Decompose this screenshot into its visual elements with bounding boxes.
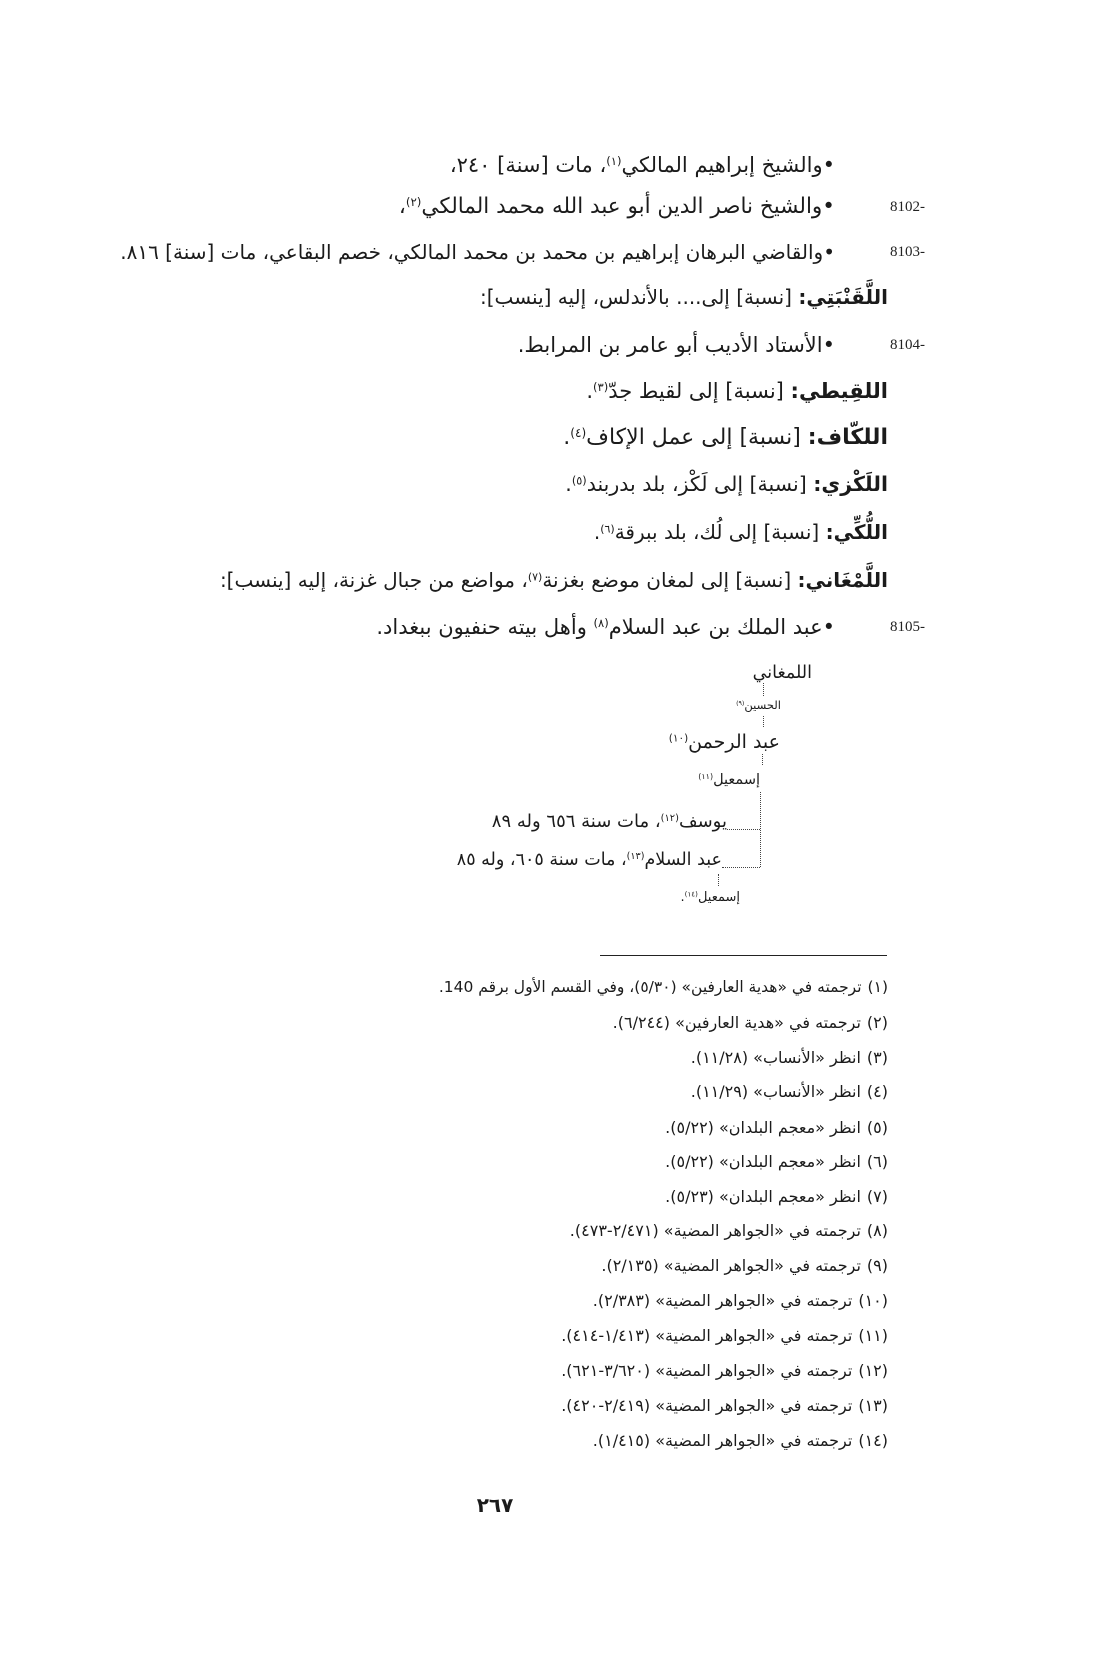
tree-node-name: يوسف bbox=[678, 811, 727, 832]
nisba-term: اللَّقَنْبَتِي: bbox=[798, 285, 888, 309]
footnote-ref: (١) bbox=[606, 154, 622, 169]
nisba-term: اللُّكِّي: bbox=[825, 520, 888, 544]
footnote bbox=[561, 1360, 888, 1382]
footnote-text: ترجمته في «الجواهر المضية» (٢/٣٨٣). bbox=[592, 1291, 853, 1310]
footnote-text: انظر «معجم البلدان» (٥/٢٢). bbox=[665, 1152, 861, 1171]
entry-number: 8105- bbox=[890, 619, 925, 635]
nisba-tail: ، مواضع من جبال غزنة، إليه [ينسب]: bbox=[219, 568, 528, 592]
footnote bbox=[613, 1012, 888, 1034]
nisba-text: [نسبة] إلى.... بالأندلس، إليه [ينسب]: bbox=[480, 285, 799, 309]
footnote bbox=[561, 1325, 888, 1347]
tree-connector bbox=[727, 829, 760, 830]
entry-text: •الأستاد الأديب أبو عامر بن المرابط. bbox=[517, 333, 835, 357]
footnote-number: (٥) bbox=[866, 1118, 888, 1137]
footnote bbox=[691, 1081, 888, 1103]
tree-node-root bbox=[753, 660, 812, 686]
footnote-number: (١) bbox=[867, 978, 888, 996]
entry-line bbox=[120, 235, 835, 269]
entry-line bbox=[518, 328, 835, 362]
tree-node-name: عبد السلام bbox=[644, 850, 722, 870]
nisba-text: [نسبة] إلى لقيط جدّ bbox=[608, 379, 791, 403]
footnote-number: (٣) bbox=[866, 1048, 888, 1067]
footnote-ref: (٧) bbox=[527, 570, 543, 584]
tree-node-name: إسمعيل bbox=[697, 890, 740, 905]
footnote-text: انظر «معجم البلدان» (٥/٢٣). bbox=[665, 1187, 861, 1206]
nisba-heading bbox=[586, 374, 888, 408]
footnote bbox=[665, 1117, 888, 1139]
nisba-tail: . bbox=[586, 379, 594, 403]
footnote-number: (١٤) bbox=[858, 1431, 888, 1450]
entry-text: •والشيخ ناصر الدين أبو عبد الله محمد المالكي bbox=[421, 194, 835, 219]
nisba-heading bbox=[220, 563, 888, 597]
entry-line bbox=[450, 148, 835, 182]
entry-text: •والقاضي البرهان إبراهيم بن محمد بن محمد المالكي، خصم البقاعي، مات [سنة] ٨١٦. bbox=[120, 240, 835, 264]
nisba-term: اللَكْزي: bbox=[813, 472, 888, 496]
footnote-text: ترجمته في «الجواهر المضية» (٢/١٣٥). bbox=[601, 1256, 861, 1275]
entry-line bbox=[399, 190, 835, 224]
tree-node bbox=[698, 767, 760, 793]
footnote-text: ترجمته في «الجواهر المضية» (٣/٦٢٠-٦٢١). bbox=[561, 1361, 853, 1380]
footnote-number: (١٠) bbox=[858, 1291, 888, 1310]
footnote-ref: (٣) bbox=[593, 380, 609, 395]
entry-tail: ، مات [سنة] ٢٤٠، bbox=[449, 153, 607, 177]
footnote-text: ترجمته في «الجواهر المضية» (١/٤١٣-٤١٤). bbox=[561, 1326, 853, 1345]
nisba-heading bbox=[480, 280, 888, 314]
nisba-term: اللَّمْغَاني: bbox=[797, 568, 888, 592]
tree-node bbox=[492, 809, 727, 835]
tree-node bbox=[669, 729, 780, 755]
tree-node-name: اللمغاني bbox=[752, 663, 812, 683]
footnote bbox=[601, 1255, 888, 1277]
footnote bbox=[665, 1151, 888, 1173]
footnote-number: (٢) bbox=[866, 1013, 888, 1032]
footnote-ref: (١٤) bbox=[684, 889, 698, 899]
footnote-number: (١٣) bbox=[858, 1396, 888, 1415]
nisba-heading bbox=[565, 467, 888, 501]
tree-node-note: . bbox=[680, 890, 685, 905]
footnote-text: ترجمته في «الجواهر المضية» (٢/٤١٩-٤٢٠). bbox=[561, 1396, 853, 1415]
footnote bbox=[593, 1290, 888, 1312]
entry-text: •والشيخ إبراهيم المالكي bbox=[621, 153, 835, 177]
footnote-separator bbox=[600, 955, 887, 956]
tree-connector bbox=[762, 754, 763, 765]
nisba-tail: . bbox=[593, 520, 601, 544]
entry-tail: وأهل بيته حنفيون ببغداد. bbox=[376, 615, 594, 639]
footnote-ref: (٩) bbox=[736, 700, 745, 708]
entry-number: 8104- bbox=[890, 337, 925, 353]
footnote-text: ترجمته في «هدية العارفين» (٦/٢٤٤). bbox=[612, 1013, 861, 1032]
footnote-text: انظر «معجم البلدان» (٥/٢٢). bbox=[665, 1118, 861, 1137]
nisba-tail: . bbox=[563, 425, 571, 450]
footnote-ref: (٨) bbox=[593, 616, 609, 631]
nisba-term: اللقِيطي: bbox=[790, 379, 888, 403]
footnote-number: (٤) bbox=[866, 1082, 888, 1101]
footnote-ref: (١٠) bbox=[668, 732, 689, 745]
footnote bbox=[691, 1047, 888, 1069]
tree-node-note: ، مات سنة ٦٠٥، وله ٨٥ bbox=[456, 850, 627, 870]
tree-node bbox=[736, 692, 781, 718]
nisba-heading bbox=[563, 421, 888, 455]
footnote bbox=[561, 1395, 888, 1417]
footnote bbox=[665, 1186, 888, 1208]
nisba-text: [نسبة] إلى لمغان موضع بغزنة bbox=[542, 568, 798, 592]
nisba-heading bbox=[594, 515, 888, 549]
tree-node-note: ، مات سنة ٦٥٦ وله ٨٩ bbox=[491, 811, 661, 832]
entry-text: •عبد الملك بن عبد السلام bbox=[608, 615, 835, 639]
footnote-number: (٩) bbox=[866, 1256, 888, 1275]
entry-tail: ، bbox=[398, 194, 406, 219]
tree-connector bbox=[763, 716, 764, 727]
nisba-text: [نسبة] إلى لُك، بلد ببرقة bbox=[614, 520, 826, 544]
tree-node-name: عبد الرحمن bbox=[688, 731, 780, 753]
footnote-number: (١٢) bbox=[858, 1361, 888, 1380]
nisba-term: اللكّاف: bbox=[807, 425, 888, 450]
footnote-number: (١١) bbox=[858, 1326, 888, 1345]
tree-node bbox=[681, 885, 740, 911]
nisba-text: [نسبة] إلى عمل الإكاف bbox=[586, 425, 808, 450]
tree-node-name: إسمعيل bbox=[713, 772, 760, 788]
footnote-ref: (١٢) bbox=[660, 813, 679, 825]
footnote-text: ترجمته في «الجواهر المضية» (١/٤١٥). bbox=[592, 1431, 853, 1450]
nisba-text: [نسبة] إلى لَكْز، بلد بدربند bbox=[586, 472, 814, 496]
footnote-ref: (١٣) bbox=[626, 851, 645, 863]
footnote-ref: (٢) bbox=[405, 194, 422, 209]
entry-line bbox=[376, 610, 835, 644]
footnote-number: (٧) bbox=[866, 1187, 888, 1206]
nisba-tail: . bbox=[565, 472, 572, 496]
footnote-ref: (٥) bbox=[571, 474, 587, 488]
footnote-text: انظر «الأنساب» (١١/٢٨). bbox=[690, 1048, 861, 1067]
footnote-ref: (١١) bbox=[698, 772, 714, 782]
footnote bbox=[439, 976, 888, 998]
tree-node-name: الحسين bbox=[744, 698, 781, 712]
footnote-number: (٦) bbox=[866, 1152, 888, 1171]
footnote-ref: (٤) bbox=[570, 425, 587, 440]
footnote-text: انظر «الأنساب» (١١/٢٩). bbox=[690, 1082, 861, 1101]
footnote-ref: (٦) bbox=[600, 522, 615, 536]
entry-number: 8103- bbox=[890, 244, 925, 260]
footnote-text: ترجمته في «هدية العارفين» (٥/٣٠)، وفي القسم الأول برقم 140. bbox=[438, 978, 862, 996]
tree-connector bbox=[760, 792, 761, 867]
page-number: ٢٦٧ bbox=[476, 1493, 514, 1517]
footnote bbox=[593, 1430, 888, 1452]
tree-node bbox=[457, 847, 722, 873]
entry-number: 8102- bbox=[890, 199, 925, 215]
footnote bbox=[570, 1220, 888, 1242]
footnote-text: ترجمته في «الجواهر المضية» (٢/٤٧١-٤٧٣). bbox=[569, 1221, 861, 1240]
tree-connector bbox=[722, 867, 760, 868]
footnote-number: (٨) bbox=[866, 1221, 888, 1240]
